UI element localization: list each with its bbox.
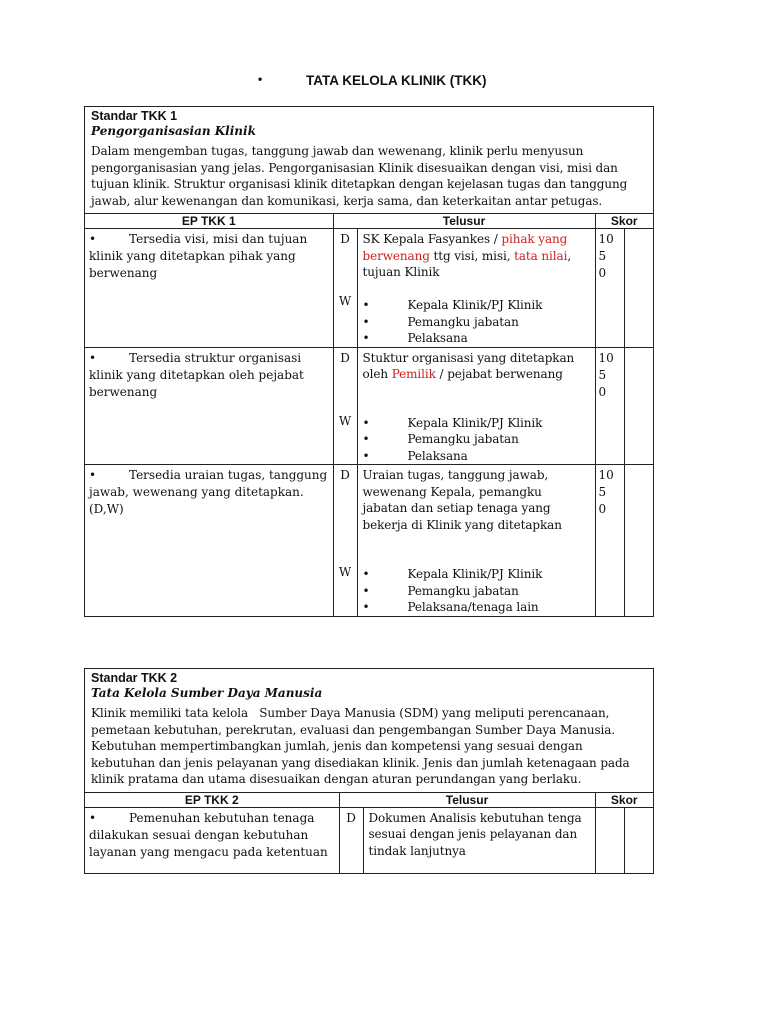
skor-header: Skor <box>595 793 653 808</box>
interview-list <box>363 566 590 616</box>
dw-cell <box>333 347 357 465</box>
score-value: 0 <box>598 266 607 280</box>
score-entry-cell <box>624 229 653 348</box>
standard-2-header <box>85 669 653 793</box>
dw-cell <box>333 465 357 616</box>
score-value: 10 <box>598 350 614 365</box>
standard-1-header <box>85 107 653 214</box>
w-marker: W <box>338 565 352 579</box>
document-trace: Dokumen Analisis kebutuhan tenga sesuai dengan jenis pelayanan dan tindak lanjutnya <box>368 810 582 858</box>
score-entry-cell <box>624 347 653 465</box>
table-row <box>85 465 653 616</box>
table-header-row <box>85 793 653 808</box>
skor-cell <box>595 347 624 465</box>
skor-cell <box>595 229 624 348</box>
telusur-header: Telusur <box>339 793 595 808</box>
document-trace: Uraian tugas, tanggung jawab, wewenang Kepala, pemangku jabatan dan setiap tenaga yang bekerja di Klinik yang ditetapkan <box>362 468 562 532</box>
standard-1-box <box>84 106 654 617</box>
standard-2-title: Tata Kelola Sumber Daya Manusia <box>91 686 323 700</box>
d-marker: D <box>340 232 350 246</box>
list-item: • Pemangku jabatan <box>363 431 590 448</box>
skor-header: Skor <box>595 214 653 229</box>
ep-cell: • Tersedia struktur organisasi klinik yang ditetapkan oleh pejabat berwenang <box>85 347 333 465</box>
score-value: 0 <box>598 384 607 399</box>
list-item: • Pelaksana <box>363 448 590 465</box>
telusur-cell <box>357 465 595 616</box>
table-row <box>85 347 653 465</box>
ep-header: EP TKK 1 <box>85 214 333 229</box>
score-value: 5 <box>598 249 607 263</box>
skor-cell <box>595 465 624 616</box>
standard-1-description: Dalam mengemban tugas, tanggung jawab dan wewenang, klinik perlu menyusun pengorganisasian yang jelas. Pengorganisasian Klinik disesuaikan dengan visi, misi dan tujuan klinik. Struktur organisasi klinik ditetapkan dengan kejelasan tugas dan tanggung jawab, alur kewenangan dan komunikasi, kerja sama, dan keterkaitan antar petugas. <box>91 144 628 208</box>
heading-bullet: • <box>258 72 263 86</box>
list-item: • Pemangku jabatan <box>363 314 590 331</box>
list-item: • Pelaksana <box>363 330 590 347</box>
ep-cell: • Tersedia uraian tugas, tanggung jawab, wewenang yang ditetapkan. (D,W) <box>85 465 333 616</box>
score-entry-cell <box>624 807 653 873</box>
ep-cell: • Pemenuhan kebutuhan tenaga dilakukan sesuai dengan kebutuhan layanan yang mengacu pada ketentuan <box>85 807 339 873</box>
table-row <box>85 807 653 873</box>
skor-cell <box>595 807 624 873</box>
list-item: • Kepala Klinik/PJ Klinik <box>363 566 590 583</box>
score-value: 10 <box>598 468 614 482</box>
list-item: • Pelaksana/tenaga lain <box>363 599 590 616</box>
standard-1-table <box>85 214 653 616</box>
score-entry-cell <box>624 465 653 616</box>
d-marker: D <box>346 810 356 825</box>
standard-2-code: Standar TKK 2 <box>91 671 178 685</box>
w-marker: W <box>338 294 352 308</box>
page-title: TATA KELOLA KLINIK (TKK) <box>306 73 487 88</box>
interview-list <box>363 297 590 347</box>
list-item: • Kepala Klinik/PJ Klinik <box>363 297 590 314</box>
interview-list <box>363 415 590 465</box>
standard-2-description: Klinik memiliki tata kelola Sumber Daya Manusia (SDM) yang meliputi perencanaan, pemetaan kebutuhan, perekrutan, evaluasi dan pengembangan Sumber Daya Manusia. Kebutuhan mempertimbangkan jumlah, jenis dan kompetensi yang sesuai dengan kebutuhan dan jenis pelayanan yang disediakan klinik. Jenis dan jumlah ketenagaan pada klinik pratama dan utama disesuaikan dengan aturan perundangan yang berlaku. <box>91 706 634 786</box>
ep-header: EP TKK 2 <box>85 793 339 808</box>
standard-1-code: Standar TKK 1 <box>91 109 178 123</box>
list-item: • Kepala Klinik/PJ Klinik <box>363 415 590 432</box>
standard-2-box <box>84 668 654 874</box>
telusur-cell <box>357 347 595 465</box>
d-marker: D <box>340 468 350 482</box>
dw-cell <box>339 807 363 873</box>
score-value: 5 <box>598 485 607 499</box>
d-marker: D <box>340 350 350 365</box>
list-item: • Pemangku jabatan <box>363 583 590 600</box>
standard-2-table <box>85 793 653 874</box>
score-value: 10 <box>598 232 614 246</box>
ep-cell: • Tersedia visi, misi dan tujuan klinik yang ditetapkan pihak yang berwenang <box>85 229 333 348</box>
document-trace: Stuktur organisasi yang ditetapkan oleh Pemilik / pejabat berwenang <box>362 350 575 381</box>
w-marker: W <box>338 413 352 428</box>
dw-cell <box>333 229 357 348</box>
table-row <box>85 229 653 348</box>
table-header-row <box>85 214 653 229</box>
standard-1-title: Pengorganisasian Klinik <box>91 124 256 138</box>
telusur-cell <box>357 229 595 348</box>
telusur-cell <box>363 807 595 873</box>
score-value: 0 <box>598 502 607 516</box>
document-trace: SK Kepala Fasyankes / pihak yang berwenang ttg visi, misi, tata nilai, tujuan Klinik <box>362 232 572 279</box>
telusur-header: Telusur <box>333 214 595 229</box>
score-value: 5 <box>598 367 607 382</box>
